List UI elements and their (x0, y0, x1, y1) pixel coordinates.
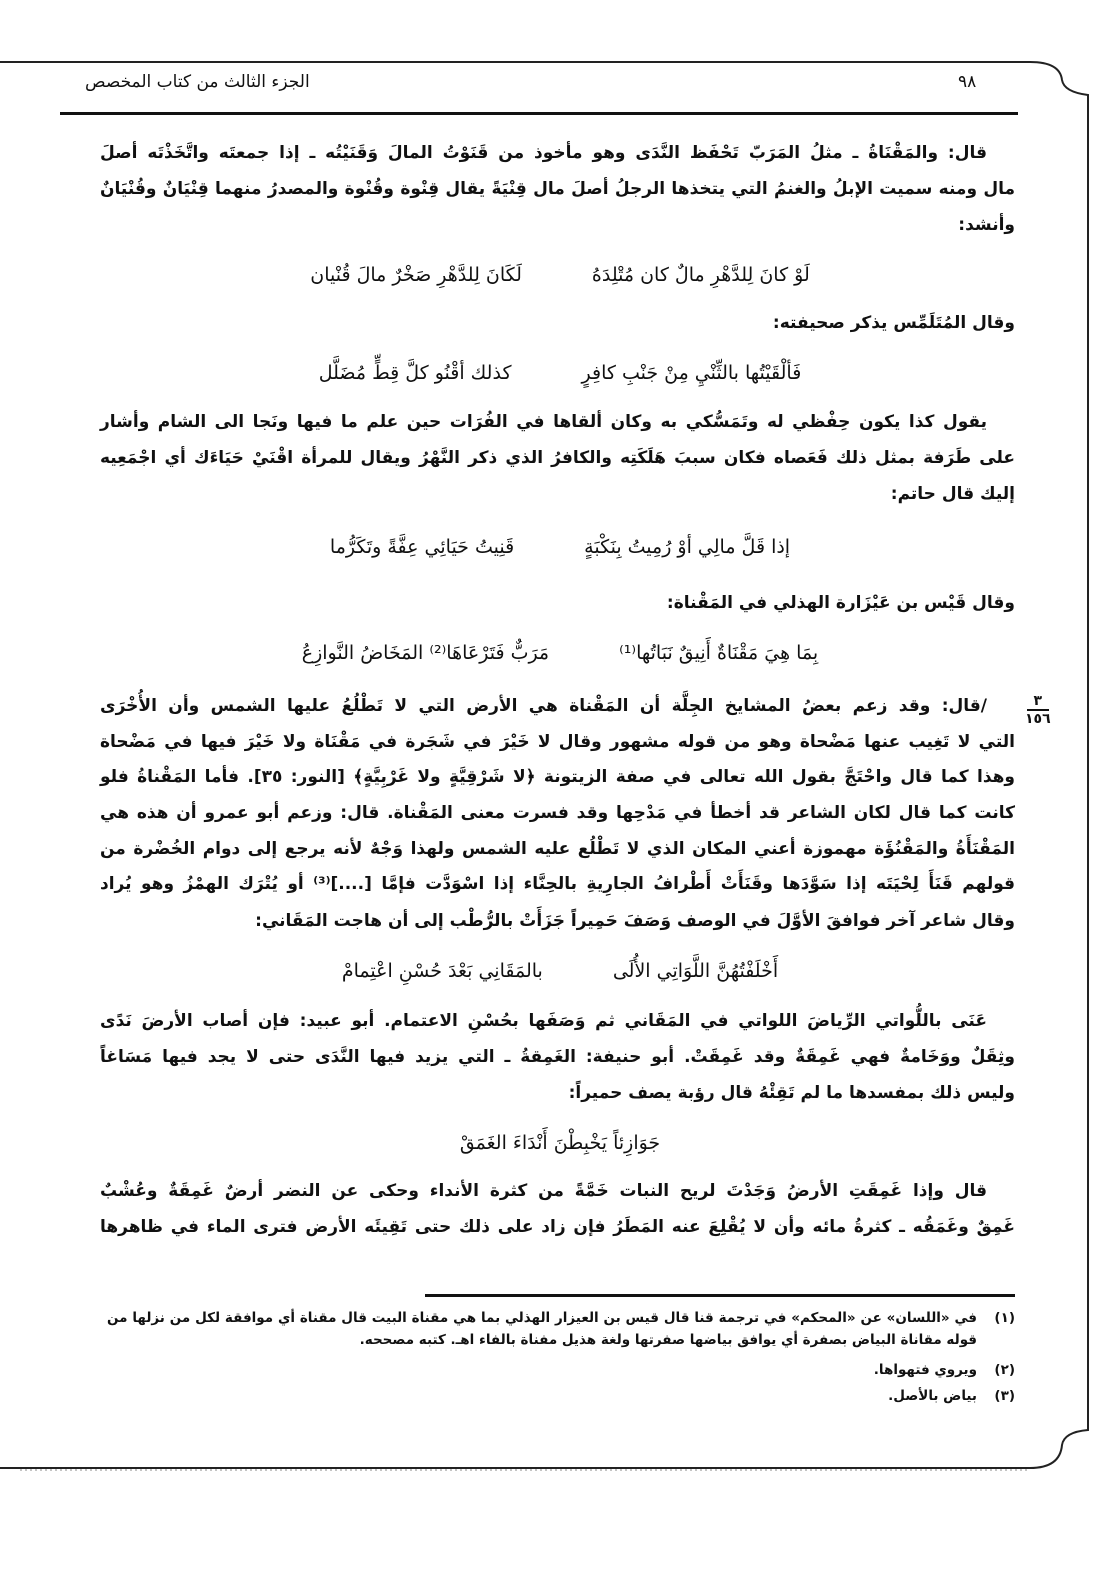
verse-first-hemistich: بِمَا هِيَ مَقْنَاةٌ أَنِيقٌ نَبَاتُها⁽¹⁾ (619, 642, 819, 664)
page-number: ٩٨ (958, 72, 977, 92)
running-title: الجزء الثالث من كتاب المخصص (85, 72, 310, 92)
text-line: غَمِقٌ وغَمَقُه ـ كثرةُ مائه وأن لا يُقْلِعَ عنه المَطَرُ فإن زاد على ذلك حتى تَقِيئَه الأرض فترى الماء في ظاهرها (100, 1217, 1015, 1237)
text-line: وقال شاعر آخر فوافقَ الأوَّلَ في الوصف وَصَفَ حَمِيراً جَزَأَتْ بالرُّطْب إلى أن هاجت المَقَاني: (255, 911, 1015, 931)
text-line: وقال قَيْس بن عَيْزَارة الهذلي في المَقْناة: (666, 593, 1015, 613)
verse-second-hemistich: لَكَانَ لِلدَّهْرِ صَخْرٌ مالَ قُنْيان (310, 264, 522, 286)
margin-page: ١٥٦ (1025, 711, 1051, 727)
text-line: وثِقَلٌ ووَخَامةٌ فهي غَمِقَةٌ وقد غَمِقَتْ. أبو حنيفة: الغَمِقةُ ـ التي يزيد فيها النَّدَى حتى لا يجد فيها مَسَاغاً (100, 1047, 1015, 1067)
verse (120, 638, 1000, 668)
footnote-text: بياض بالأصل. (888, 1388, 977, 1404)
verse-second-hemistich: بالمَقَانِي بَعْدَ حُسْنِ اعْتِمامْ (341, 960, 543, 982)
verse (120, 956, 1000, 986)
text-line: وقال المُتَلَمِّس يذكر صحيفته: (772, 313, 1015, 333)
text-line: قولهم قَنَأَ لِحْيَتَه إذا سَوَّدَها وقَنَأَتْ أَطْرافُ الجارِيةِ بالحِنَّاء إذا اسْوَدَّت فإمَّا [....]⁽³⁾ أو يُتْرَك الهمْزُ وهو يُراد (100, 874, 1015, 894)
text-line: قال: والمَقْنَاةُ ـ مثلُ المَرَبّ تَحْفَظ النَّدَى وهو مأخوذ من قَنَوْتُ المالَ وَقَنَيْتُه ـ إذا جمعتَه واتَّخَذْتَه أصلَ (100, 143, 987, 163)
footnote-text: في «اللسان» عن «المحكم» في ترجمة قنا قال قيس بن العيزار الهذلي بما هي مقناة البيت قال مقناة أي موافقة لكل من نزلها من قوله مقاناة البياض بصفرة أي يوافق بياضها صفرتها ولغة هذيل مفناة بالفاء اهـ. كتبه مصححه. (107, 1310, 977, 1348)
verse-hemistich: جَوَازِئاً يَخْبِطْنَ أَنْدَاءَ الغَمَقْ (459, 1132, 661, 1154)
verse-first-hemistich: إذا قَلَّ مالِي أوْ رُمِيتُ بِنَكْبَةٍ (584, 536, 791, 558)
verse (120, 1128, 1000, 1158)
text-line: عَنَى باللُّواتي الرِّياضَ اللواتي في المَقَاني ثم وَصَفَها بحُسْنِ الاعتمام. أبو عبيد: فإن أصاب الأرضَ نَدًى (100, 1011, 987, 1031)
text-line: قال وإذا غَمِقَتِ الأرضُ وَجَدْتَ لريح النبات خَمَّةً من كثرة الأنداء وحكى عن النضر أرضٌ غَمِقَةٌ وعُشْبٌ (100, 1181, 987, 1201)
footnote-text: ويروي فتهواها. (873, 1362, 977, 1378)
text-line: على طَرَفة بمثل ذلك فَعَصاه فكان سببَ هَلَكَتِه والكافرُ الذي ذكر النَّهْرُ ويقال للمرأة اقْنَيْ حَيَاءَك أي اجْمَعِيه (100, 448, 1015, 468)
text-line: وأنشد: (958, 215, 1015, 235)
verse-first-hemistich: أَخْلَفْتُهُنَّ اللَّوَاتِي الأُلَى (612, 960, 779, 982)
text-line: مال ومنه سميت الإبلُ والغنمُ التي يتخذها الرجلُ أصلَ مال قِنْيَةً يقال قِنْوة وقُنْوة والمصدرُ منهما قِنْيَانٌ وقُنْيَانٌ (100, 179, 1015, 199)
text-line: إليك قال حاتم: (890, 484, 1015, 504)
footnote-number: (١) (994, 1310, 1015, 1326)
text-line: /قال: وقد زعم بعضُ المشايخ الجِلَّة أن المَقْناة هي الأرض التي لا تَطْلُعُ عليها الشمس وأن الأُخْرَى (100, 696, 987, 716)
margin-page-reference (1025, 694, 1051, 726)
verse (120, 260, 1000, 290)
verse-second-hemistich: قَنِيتُ حَيَائِي عِفَّةً وتَكَرُّما (329, 536, 515, 558)
footnote (100, 1385, 1015, 1407)
verse-first-hemistich: فَألْقَيْتُها بالثِّنْيِ مِنْ جَنْبِ كافِرٍ (581, 362, 802, 384)
margin-volume: ٣ (1033, 693, 1043, 709)
verse-first-hemistich: لَوْ كانَ لِلدَّهْرِ مالٌ كان مُتْلِدَهُ (591, 264, 810, 286)
text-line: كانت كما قال لكان الشاعر قد أخطأ في مَدْحِها وقد فسرت معنى المَقْناة. قال: وزعم أبو عمرو أن هذه هي (100, 803, 1015, 823)
footnote-number: (٣) (994, 1388, 1015, 1404)
text-line: وهذا كما قال واحْتَجَّ بقول الله تعالى في صفة الزيتونة ﴿لا شَرْقِيَّةٍ ولا غَرْبِيَّةٍ﴾ [النور: ٣٥]. فأما المَقْناةُ فلو (100, 767, 1015, 787)
verse (120, 358, 1000, 388)
footnote (100, 1307, 1015, 1351)
footnote-rule (425, 1294, 1015, 1297)
text-line: يقول كذا يكون حِفْظي له وتَمَسُّكي به وكان ألقاها في الفُرَات حين علم ما فيها ونَجا الى الشام وأشار (100, 412, 987, 432)
footnote-number: (٢) (994, 1362, 1015, 1378)
text-line: التي لا تَغِيب عنها مَضْحاة وهو من قوله مشهور وقال لا خَيْرَ في شَجَرة في مَقْنَاة ولا خَيْرَ فيها في مَضْحاة (100, 732, 1015, 752)
text-line: المَقْنَأَةُ والمَقْنُؤَة مهموزة أعني المكان الذي لا تَطْلُع عليه الشمس ولهذا وَجْهٌ لأنه يرجع إلى دوام الخُضْرة من (100, 839, 1015, 859)
verse-second-hemistich: كذلك أقْنُو كلَّ قِطٍّ مُضَلَّل (318, 362, 512, 384)
footnote (100, 1359, 1015, 1381)
text-line: وليس ذلك بمفسدها ما لم تَقِئْهُ قال رؤبة يصف حميراً: (568, 1083, 1015, 1103)
verse (120, 532, 1000, 562)
verse-second-hemistich: مَرَبٌّ فَتَرْعَاهَا⁽²⁾ المَخَاضُ النَّوازِعُ (301, 642, 550, 664)
header-rule (60, 112, 1018, 115)
